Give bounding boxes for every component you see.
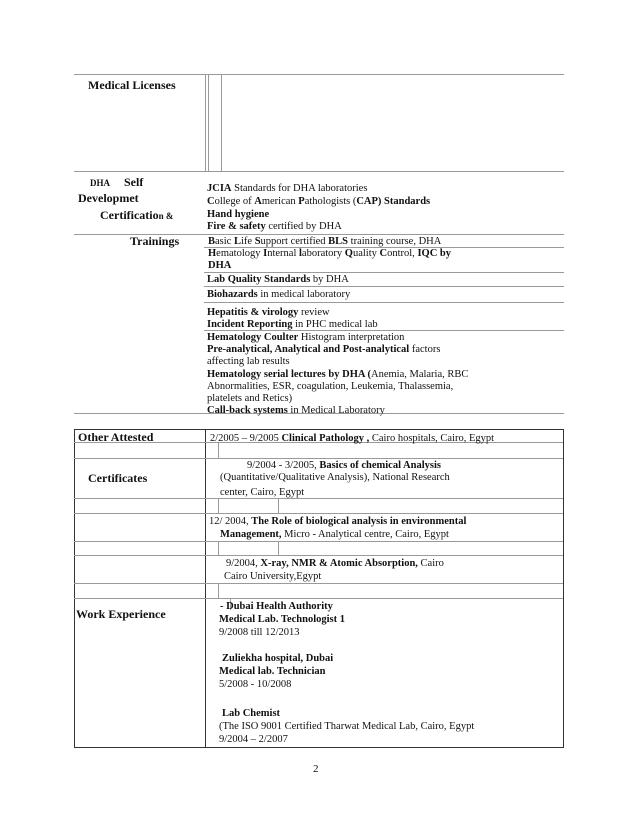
iqc-b1: H	[208, 248, 217, 259]
preanalytical-text: factors	[409, 344, 441, 355]
rule	[204, 302, 564, 303]
clinical-place: Cairo hospitals, Cairo, Egypt	[369, 433, 495, 444]
hand-hygiene-item	[207, 209, 269, 222]
preanalytical-bold: Pre-analytical, Analytical and Post-analytical	[207, 344, 410, 355]
job-3-period: 9/2004 – 2/2007	[219, 734, 288, 745]
serial-text: Anemia, Malaria, RBC	[371, 369, 469, 380]
platelets-text: platelets and Retics)	[207, 393, 293, 404]
chemical-date: 9/2004 - 3/2005,	[247, 460, 320, 471]
bls-b4: BLS	[328, 236, 349, 247]
rule	[74, 598, 563, 599]
incident-bold: Incident Reporting	[207, 319, 293, 330]
iqc-item	[208, 248, 451, 261]
biohazards-bold: Biohazards	[207, 289, 258, 300]
iqc-r3: aboratory	[301, 248, 345, 259]
biological-line2-bold: Management,	[220, 529, 282, 540]
medical-licenses-label: Medical Licenses	[88, 78, 176, 92]
coulter-item	[207, 332, 404, 345]
rule	[278, 498, 279, 513]
fire-safety-bold: Fire & safety	[207, 221, 266, 232]
lab-quality-bold: Lab Quality Standards	[207, 274, 311, 285]
cap-b3: P	[298, 196, 305, 207]
rule	[74, 458, 563, 459]
biohazards-item	[207, 289, 350, 302]
iqc-r5: ontrol,	[387, 248, 418, 259]
rule	[74, 429, 75, 747]
work-experience-label: Work Experience	[76, 607, 166, 621]
rule	[74, 555, 563, 556]
cap-r1: ollege of	[214, 196, 255, 207]
hand-hygiene-bold: Hand hygiene	[207, 209, 270, 220]
job-1-title: Medical Lab. Technologist 1	[219, 614, 346, 625]
serial-item	[207, 369, 468, 382]
callback-bold: Call-back systems	[207, 405, 288, 416]
bls-r4: training course, DHA	[348, 236, 442, 247]
abnormalities-text: Abnormalities, ESR, coagulation, Leukemia, Thalassemia,	[207, 381, 454, 392]
iqc-b4: Q	[344, 248, 353, 259]
jcia-bold: JCIA	[207, 183, 232, 194]
rule	[74, 747, 564, 748]
preanalytical-item	[207, 344, 440, 357]
job-2-period: 5/2008 - 10/2008	[219, 679, 292, 690]
chemical-bold: Basics of chemical Analysis	[319, 460, 441, 471]
clinical-item	[210, 433, 494, 446]
biological-line2	[220, 529, 449, 542]
xray-date: 9/2004,	[226, 558, 261, 569]
page-number: 2	[313, 763, 319, 775]
certification-text: Certificatio	[100, 208, 159, 222]
jcia-item	[207, 183, 367, 196]
lab-quality-item	[207, 274, 349, 287]
rule	[221, 74, 222, 172]
incident-text: in PHC medical lab	[292, 319, 378, 330]
dha-label: DHA	[90, 178, 110, 188]
job-1-period: 9/2008 till 12/2013	[219, 627, 300, 638]
rule	[205, 74, 206, 172]
biological-date: 12/ 2004,	[209, 516, 252, 527]
iqc-r1: ematology	[216, 248, 264, 259]
chemical-line3: center, Cairo, Egypt	[220, 487, 305, 498]
cap-item	[207, 196, 430, 209]
biohazards-text: in medical laboratory	[257, 289, 351, 300]
iqc-r2: nternal	[267, 248, 299, 259]
hepatitis-text: review	[298, 307, 330, 318]
bls-r1: asic	[215, 236, 234, 247]
job-2-org: Zuliekha hospital, Dubai	[222, 653, 334, 664]
certificates-label: Certificates	[88, 471, 148, 485]
clinical-bold: Clinical Pathology ,	[281, 433, 370, 444]
xray-place: Cairo	[417, 558, 444, 569]
iqc-b3: l	[299, 248, 302, 259]
rule	[205, 429, 206, 747]
affecting-text: affecting lab results	[207, 356, 290, 367]
other-attested-label: Other Attested	[78, 430, 154, 444]
bls-item	[208, 236, 441, 249]
rule	[563, 429, 564, 747]
iqc-dha: DHA	[208, 260, 232, 271]
iqc-r4: uality	[352, 248, 380, 259]
rule	[74, 498, 563, 499]
rule	[74, 74, 564, 75]
cap-b4: CAP) Standards	[356, 196, 431, 207]
callback-item	[207, 405, 385, 418]
biological-line2-text: Micro - Analytical centre, Cairo, Egypt	[281, 529, 449, 540]
rule	[218, 583, 219, 598]
job-3-title: (The ISO 9001 Certified Tharwat Medical Lab, Cairo, Egypt	[219, 721, 475, 732]
bls-b2: L	[233, 236, 241, 247]
job-1-org: - Dubai Health Authority	[220, 601, 333, 612]
hepatitis-bold: Hepatitis & virology	[207, 307, 299, 318]
clinical-date: 2/2005 – 9/2005	[210, 433, 282, 444]
rule	[218, 498, 219, 513]
cap-b2: A	[254, 196, 262, 207]
certification-suffix: n &	[158, 211, 174, 221]
callback-text: in Medical Laboratory	[287, 405, 385, 416]
cap-r3: athologists (	[304, 196, 357, 207]
biological-bold: The Role of biological analysis in environmental	[251, 516, 467, 527]
jcia-text: Standards for DHA laboratories	[231, 183, 368, 194]
fire-safety-text: certified by DHA	[265, 221, 342, 232]
rule	[278, 541, 279, 555]
hepatitis-item	[207, 307, 330, 320]
cap-b1: C	[207, 196, 215, 207]
bls-r2: ife	[240, 236, 255, 247]
serial-bold: Hematology serial lectures by DHA (	[207, 369, 371, 380]
rule	[208, 74, 209, 172]
coulter-text: Histogram interpretation	[298, 332, 405, 343]
incident-item	[207, 319, 378, 332]
rule	[218, 541, 219, 555]
xray-item	[226, 558, 444, 571]
bls-b3: S	[254, 236, 261, 247]
iqc-b2: I	[263, 248, 268, 259]
chemical-line2: (Quantitative/Qualitative Analysis), National Research	[220, 472, 450, 483]
chemical-item	[247, 460, 441, 473]
rule	[74, 171, 564, 172]
xray-line2: Cairo University,Egypt	[224, 571, 322, 582]
xray-bold: X-ray, NMR & Atomic Absorption,	[260, 558, 418, 569]
cap-r2: merican	[261, 196, 299, 207]
job-3-org: Lab Chemist	[222, 708, 281, 719]
certification-label	[100, 206, 173, 224]
self-label: Self	[124, 175, 144, 189]
coulter-bold: Hematology Coulter	[207, 332, 299, 343]
bls-r3: upport certified	[260, 236, 329, 247]
lab-quality-text: by DHA	[310, 274, 349, 285]
iqc-b6: IQC by	[417, 248, 451, 259]
iqc-b5: C	[379, 248, 388, 259]
developmet-label: Developmet	[78, 191, 139, 205]
job-2-title: Medical lab. Technician	[219, 666, 326, 677]
rule	[204, 272, 564, 273]
bls-b1: B	[208, 236, 216, 247]
biological-item	[209, 516, 466, 529]
trainings-label: Trainings	[130, 234, 180, 248]
fire-safety-item	[207, 221, 342, 234]
rule	[74, 513, 563, 514]
